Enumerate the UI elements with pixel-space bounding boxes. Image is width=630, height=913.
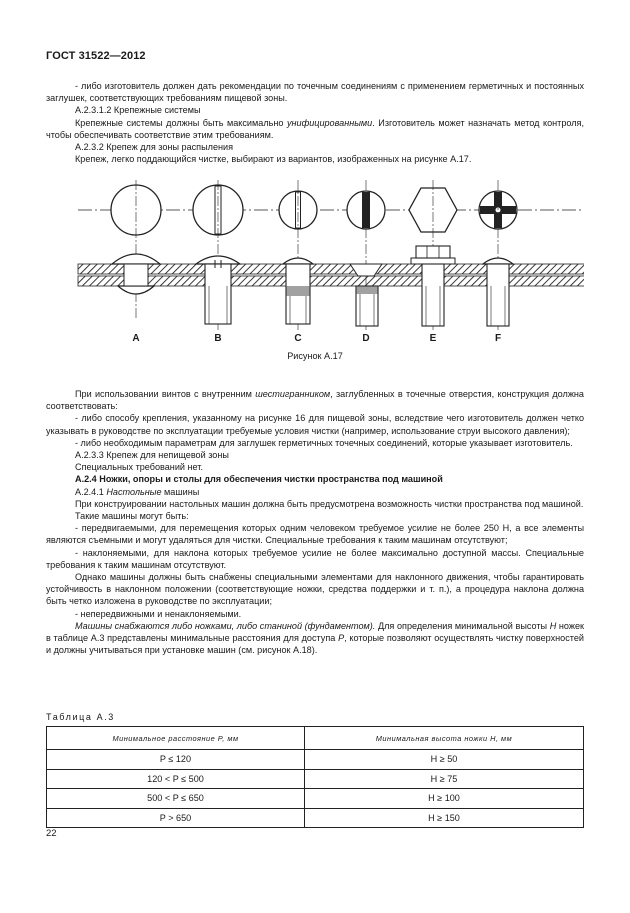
paragraph: - наклоняемыми, для наклона которых требуемое усилие не более максимально доступной массы. Специальные требования к таким машинам отсутствуют. [46,547,584,570]
text-run: машины [161,486,200,497]
table-row [47,750,584,770]
fastener-e [409,180,457,330]
paragraph: Специальных требований нет. [75,462,203,473]
table-header-row [47,727,584,750]
text-run: А.2.4.1 [75,486,107,497]
italic-run: H [549,620,557,631]
paragraph: - передвигаемыми, для перемещения которых одним человеком требуемое усилие не более 250 Н, а все элементы являются съемными и могут удаляться для чистки. Специальные требования к таким машинам отсутствуют; [46,523,584,546]
subsection-heading: А.2.3.2 Крепеж для зоны распыления [75,142,234,153]
text-run: Для определения минимальной высоты [375,620,550,631]
table-row [47,808,584,828]
figure-caption: Рисунок А.17 [287,351,343,361]
paragraph: Однако машины должны быть снабжены специальными элементами для наклонного движения, чтобы гарантировать устойчивость в наклонном положении (соответствующие ножки, средства поддержки и т. п.), а процедура наклона должна быть четко изложена в руководстве по эксплуатации; [46,572,584,607]
table-a3 [46,726,584,828]
paragraph [46,620,584,657]
figure-labels [0,333,630,347]
fastener-a [111,180,161,320]
figure-label-b: B [214,333,222,344]
paragraph: Такие машины могут быть: [75,511,189,522]
fastener-figure [46,178,584,356]
section-heading: А.2.4 Ножки, опоры и столы для обеспечения чистки пространства под машиной [75,474,443,485]
table-cell: 120 < P ≤ 500 [47,769,305,789]
italic-run: шестигранником [255,389,331,399]
text-run: , заглубленных в точечные отверстия, конструкция должна соответствовать: [46,389,584,412]
table-header-cell: Минимальное расстояние P, мм [47,727,305,750]
paragraph: Крепеж, легко поддающийся чистке, выбирают из вариантов, изображенных на рисунке А.17. [75,154,472,165]
fastener-b [193,180,243,330]
fastener-d [347,180,385,330]
table-row [47,769,584,789]
table-cell: P ≤ 120 [47,750,305,770]
document-header: ГОСТ 31522—2012 [46,50,146,62]
paragraph: При конструировании настольных машин должна быть предусмотрена возможность чистки пространства под машиной. [75,498,584,509]
fastener-f [479,180,517,330]
subsection-heading: А.2.3.1.2 Крепежные системы [75,105,201,116]
table-cell: P > 650 [47,808,305,828]
table-cell: H ≥ 75 [304,769,583,789]
figure-label-d: D [362,333,370,344]
table-title: Таблица А.3 [46,712,115,722]
text-run: . Изготовитель может назначать метод контроля, чтобы обеспечивать соответствие этим требованиям. [46,117,584,140]
text-run: При использовании винтов с внутренним [75,389,256,399]
text-run: ножек в таблице А.3 представлены минимальные расстояния для доступа [46,620,584,644]
paragraph: - либо изготовитель должен дать рекомендации по точечным соединениям с применением герметичных и постоянных заглушек, соответствующих требованиям пищевой зоны. [46,81,584,104]
italic-run: Машины снабжаются либо ножками, либо станиной (фундаментом). [75,620,376,631]
paragraph [46,388,584,412]
paragraph: - либо необходимым параметрам для заглушек герметичных точечных соединений, которые указывает изготовитель. [75,437,573,448]
fastener-c [279,180,317,330]
figure-label-c: C [294,333,302,344]
italic-run: P [338,633,345,644]
table-cell: H ≥ 100 [304,789,583,809]
table-cell: 500 < P ≤ 650 [47,789,305,809]
subsection-heading [46,486,584,498]
table-cell: H ≥ 150 [304,808,583,828]
italic-run: Настольные [106,486,162,497]
figure-label-f: F [494,333,502,344]
paragraph: - непередвижными и ненаклоняемыми. [75,608,242,619]
paragraph [46,117,584,141]
table-row [47,789,584,809]
figure-label-e: E [429,333,437,344]
subsection-heading: А.2.3.3 Крепеж для непищевой зоны [75,450,229,461]
text-run: , которые позволяют осуществлять чистку поверхностей и должны учитываться при установке машин (см. рисунок А.18). [46,633,584,656]
text-run: Крепежные системы должны быть максимально [75,117,287,128]
table-cell: H ≥ 50 [304,750,583,770]
page-number: 22 [46,828,57,839]
figure-label-a: A [132,333,140,344]
italic-run: унифицированными [286,117,373,128]
table-header-cell: Минимальная высота ножки H, мм [304,727,583,750]
body-text-block [46,388,584,656]
top-text-block [46,80,584,165]
paragraph: - либо способу крепления, указанному на рисунке 16 для пищевой зоны, вследствие чего изготовитель должен четко указывать в руководстве по эксплуатации требуемые условия чистки (например, использование струи высокого давления); [46,413,584,436]
